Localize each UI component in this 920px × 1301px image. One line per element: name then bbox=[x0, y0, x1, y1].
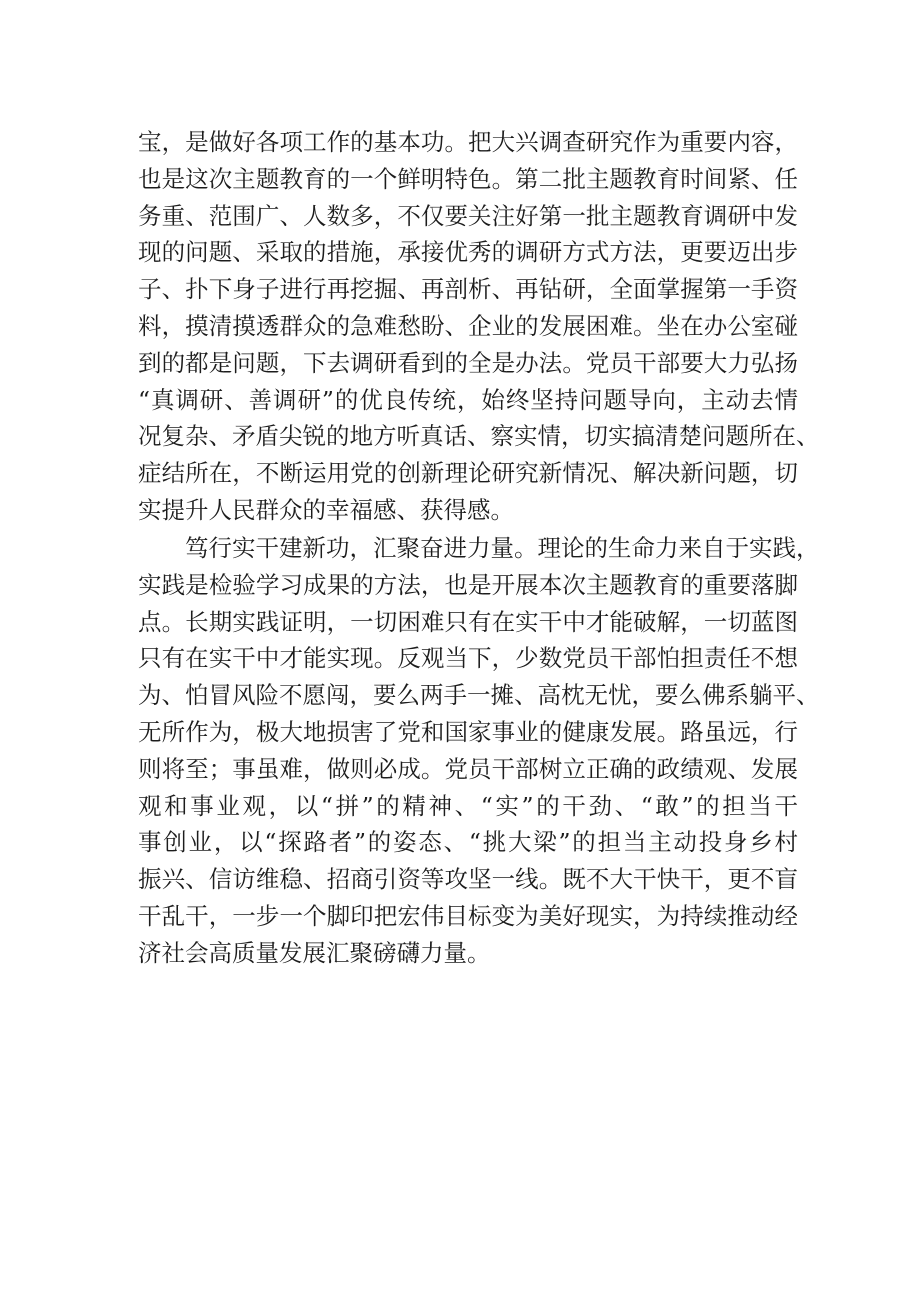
text-line: 现的问题、采取的措施，承接优秀的调研方式方法，更要迈出步 bbox=[138, 238, 798, 267]
text-line: 济社会高质量发展汇聚磅礴力量。 bbox=[138, 938, 491, 967]
text-line: 事创业，以“探路者”的姿态、“挑大梁”的担当主动投身乡村 bbox=[138, 828, 798, 857]
text-line: 干乱干，一步一个脚印把宏伟目标变为美好现实，为持续推动经 bbox=[138, 901, 798, 930]
text-line: 点。长期实践证明，一切困难只有在实干中才能破解，一切蓝图 bbox=[138, 607, 798, 636]
text-line: 只有在实干中才能实现。反观当下，少数党员干部怕担责任不想 bbox=[138, 644, 798, 673]
text-line: 为、怕冒风险不愿闯，要么两手一摊、高枕无忧，要么佛系躺平、 bbox=[138, 681, 820, 710]
text-line: 实提升人民群众的幸福感、获得感。 bbox=[138, 495, 514, 524]
text-line: 则将至；事虽难，做则必成。党员干部树立正确的政绩观、发展 bbox=[138, 754, 798, 783]
text-line: 无所作为，极大地损害了党和国家事业的健康发展。路虽远，行 bbox=[138, 717, 798, 746]
text-line: 症结所在，不断运用党的创新理论研究新情况、解决新问题，切 bbox=[138, 459, 798, 488]
text-line: 笃行实干建新功，汇聚奋进力量。理论的生命力来自于实践， bbox=[185, 534, 820, 562]
text-line: “真调研、善调研”的优良传统，始终坚持问题导向，主动去情 bbox=[138, 385, 798, 414]
text-line: 到的都是问题，下去调研看到的全是办法。党员干部要大力弘扬 bbox=[138, 348, 798, 377]
text-line: 振兴、信访维稳、招商引资等攻坚一线。既不大干快干，更不盲 bbox=[138, 865, 798, 894]
text-line: 子、扑下身子进行再挖掘、再剖析、再钻研，全面掌握第一手资 bbox=[138, 275, 798, 304]
text-line: 实践是检验学习成果的方法，也是开展本次主题教育的重要落脚 bbox=[138, 570, 798, 599]
paragraph-practice bbox=[138, 530, 820, 972]
text-line: 务重、范围广、人数多，不仅要关注好第一批主题教育调研中发 bbox=[138, 201, 798, 230]
text-line: 料，摸清摸透群众的急难愁盼、企业的发展困难。坐在办公室碰 bbox=[138, 311, 798, 340]
text-line: 宝，是做好各项工作的基本功。把大兴调查研究作为重要内容， bbox=[138, 128, 798, 156]
text-line: 也是这次主题教育的一个鲜明特色。第二批主题教育时间紧、任 bbox=[138, 164, 798, 193]
text-line: 观和事业观，以“拼”的精神、“实”的干劲、“敢”的担当干 bbox=[138, 791, 798, 820]
text-line: 况复杂、矛盾尖锐的地方听真话、察实情，切实搞清楚问题所在、 bbox=[138, 422, 820, 451]
paragraph-research bbox=[138, 124, 820, 529]
